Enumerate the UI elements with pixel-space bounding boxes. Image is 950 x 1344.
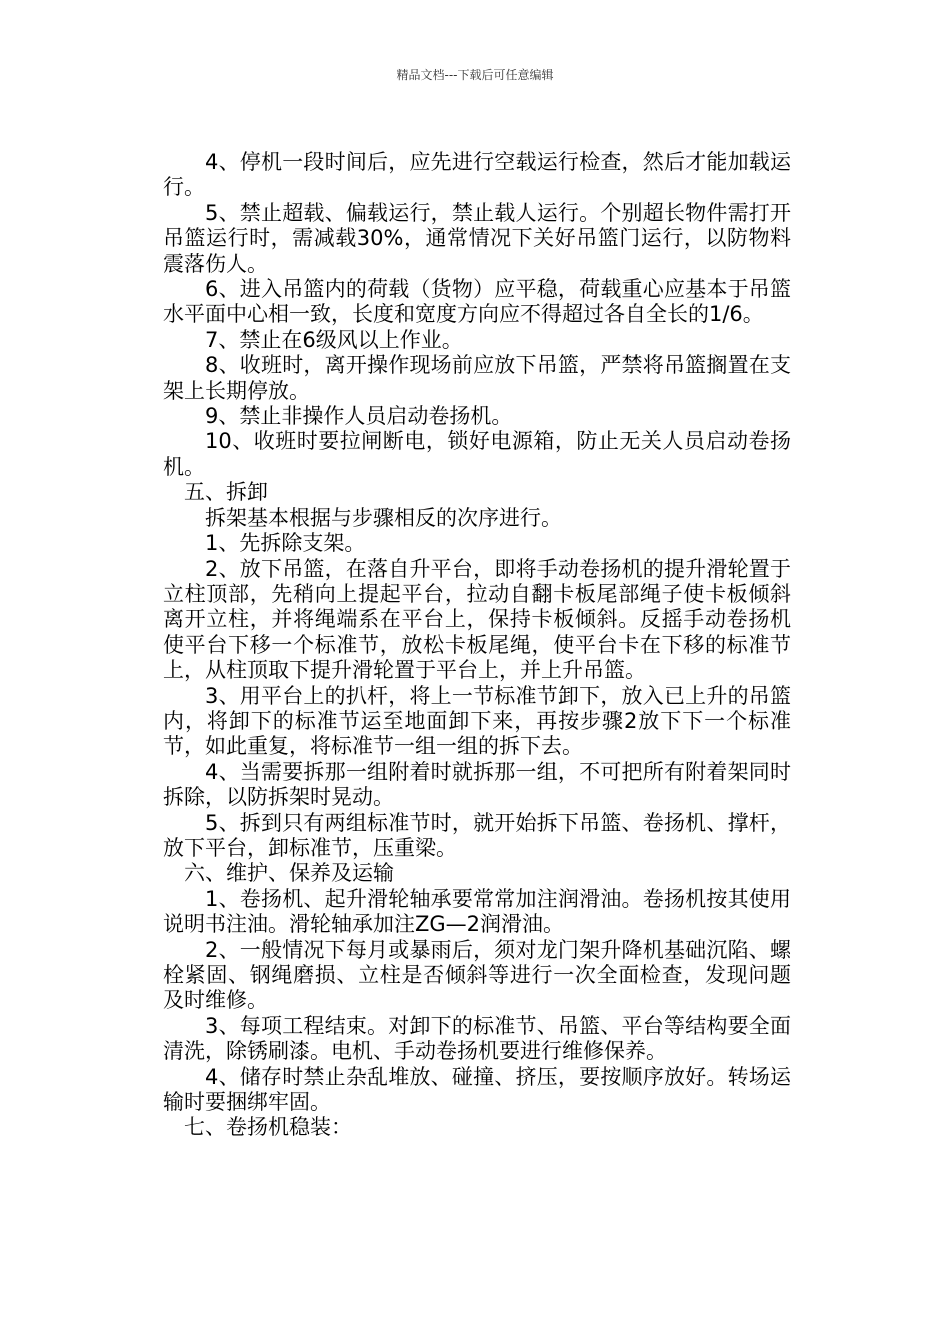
paragraph-maintenance-2: 2、一般情况下每月或暴雨后，须对龙门架升降机基础沉陷、螺栓紧固、钢绳磨损、立柱是否倾斜等进行一次全面检查，发现问题及时维修。 (163, 937, 791, 1013)
document-body (163, 150, 791, 1141)
paragraph-item-4: 4、停机一段时间后，应先进行空载运行检查，然后才能加载运行。 (163, 150, 791, 200)
paragraph-maintenance-1: 1、卷扬机、起升滑轮轴承要常常加注润滑油。卷扬机按其使用说明书注油。滑轮轴承加注ZG—2润滑油。 (163, 886, 791, 937)
paragraph-dismantle-2: 2、放下吊篮，在落自升平台，即将手动卷扬机的提升滑轮置于立柱顶部，先稍向上提起平台，拉动自翻卡板尾部绳子使卡板倾斜离开立柱，并将绳端系在平台上，保持卡板倾斜。反摇手动卷扬机使平台下移一个标准节，放松卡板尾绳，使平台卡在下移的标准节上，从柱顶取下提升滑轮置于平台上，并上升吊篮。 (163, 556, 791, 683)
paragraph-item-8: 8、收班时，离开操作现场前应放下吊篮，严禁将吊篮搁置在支架上长期停放。 (163, 353, 791, 403)
section-heading-dismantle: 五、拆卸 (184, 480, 268, 505)
paragraph-item-5: 5、禁止超载、偏载运行，禁止载人运行。个别超长物件需打开吊篮运行时，需减载30%，通常情况下关好吊篮门运行，以防物料震落伤人。 (163, 200, 791, 276)
paragraph-maintenance-3: 3、每项工程结束。对卸下的标准节、吊篮、平台等结构要全面清洗，除锈刷漆。电机、手动卷扬机要进行维修保养。 (163, 1013, 791, 1064)
paragraph-item-7: 7、禁止在6级风以上作业。 (205, 327, 463, 352)
paragraph-dismantle-4: 4、当需要拆那一组附着时就拆那一组，不可把所有附着架同时拆除，以防拆架时晃动。 (163, 759, 791, 810)
paragraph-dismantle-3: 3、用平台上的扒杆，将上一节标准节卸下，放入已上升的吊篮内，将卸下的标准节运至地面卸下来，再按步骤2放下下一个标准节，如此重复，将标准节一组一组的拆下去。 (163, 683, 791, 759)
paragraph-maintenance-4: 4、储存时禁止杂乱堆放、碰撞、挤压，要按顺序放好。转场运输时要捆绑牢固。 (163, 1064, 791, 1115)
paragraph-dismantle-5: 5、拆到只有两组标准节时，就开始拆下吊篮、卷扬机、撑杆，放下平台，卸标准节，压重梁。 (163, 810, 791, 860)
paragraph-dismantle-intro: 拆架基本根据与步骤相反的次序进行。 (205, 505, 562, 530)
paragraph-item-6: 6、进入吊篮内的荷载（货物）应平稳，荷载重心应基本于吊篮水平面中心相一致，长度和宽度方向应不得超过各自全长的1/6。 (163, 277, 791, 327)
section-heading-maintenance: 六、维护、保养及运输 (184, 861, 394, 886)
section-heading-winch-install: 七、卷扬机稳装： (184, 1115, 352, 1140)
page-header: 精品文档---下载后可任意编辑 (396, 68, 554, 82)
paragraph-dismantle-1: 1、先拆除支架。 (205, 531, 366, 556)
paragraph-item-10: 10、收班时要拉闸断电，锁好电源箱，防止无关人员启动卷扬机。 (163, 429, 791, 479)
paragraph-item-9: 9、禁止非操作人员启动卷扬机。 (205, 404, 513, 429)
